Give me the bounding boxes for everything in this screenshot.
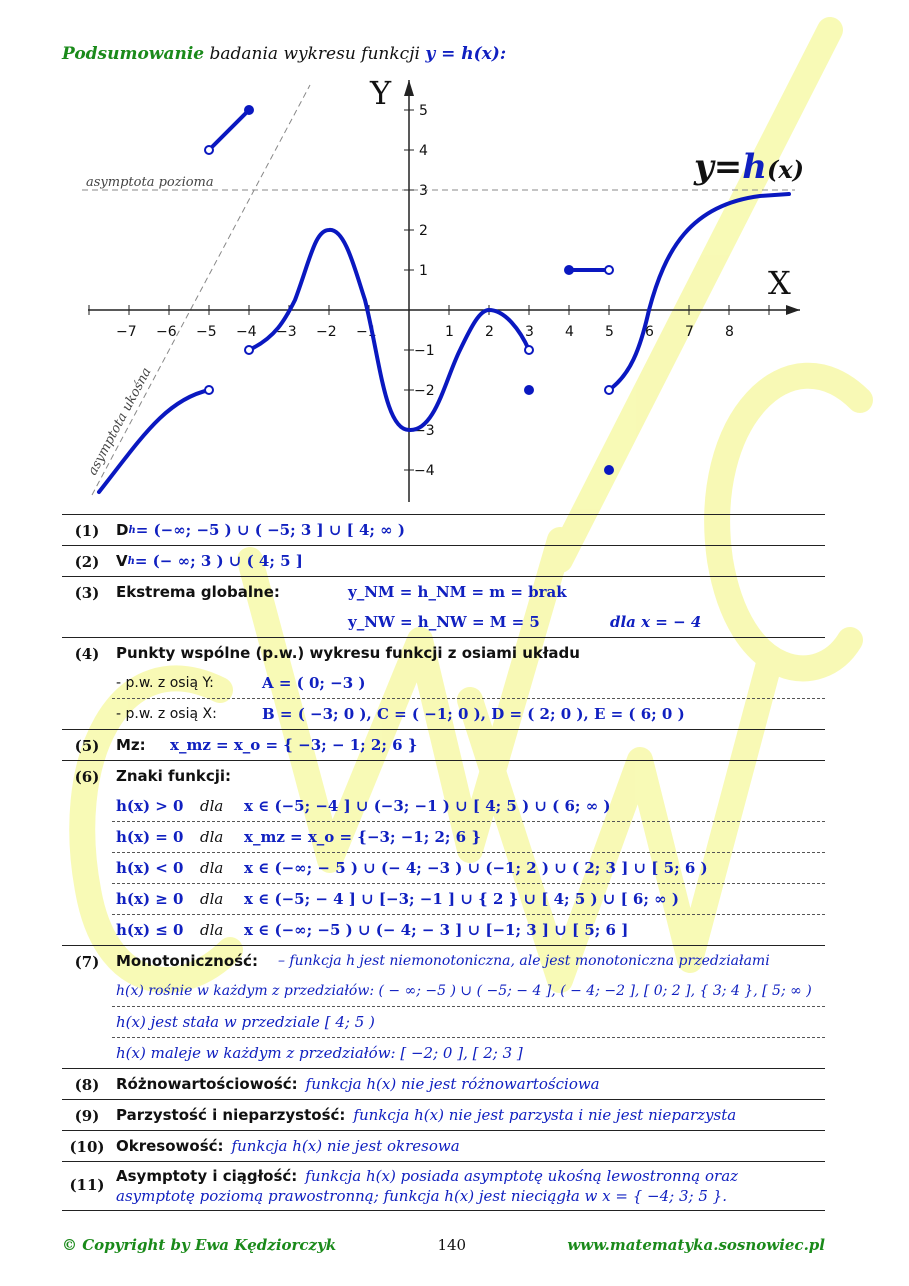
page-title: Podsumowanie badania wykresu funkcji y = h(x):	[62, 44, 507, 64]
website-link[interactable]: www.matematyka.sosnowiec.pl	[567, 1236, 825, 1254]
page-footer	[62, 1236, 825, 1254]
x-tick-label: −3	[276, 324, 297, 340]
table-row: (6) Znaki funkcji: h(x) > 0 dla x ∈ (−5; −4 ] ∪ (−3; −1 ) ∪ [ 4; 5 ) ∪ ( 6; ∞ ) h(x) = 0 dla x_mz = x_o = {−3; −1; 2; 6 } h(x) < 0 dla x ∈ (−∞; − 5 ) ∪ (− 4; −3 ) ∪ (−1; 2 ) ∪ ( 2; 3 ] ∪ [ 5; 6 ) h(x) ≥ 0 dla x ∈ (−5; − 4 ] ∪ [−3; −1 ] ∪ { 2 } ∪ [ 4; 5 ) ∪ [ 6; ∞ ) h(x) ≤ 0 dla x ∈ (−∞; −5 ) ∪ (− 4; − 3 ] ∪ [−1; 3 ] ∪ [ 5; 6 ]	[62, 760, 825, 945]
y-tick-label: −3	[414, 423, 435, 439]
open-point	[525, 346, 533, 354]
table-row: (5) Mz: x_mz = x_o = { −3; − 1; 2; 6 }	[62, 729, 825, 760]
closed-point	[605, 466, 613, 474]
x-axis-label: X	[768, 264, 791, 302]
y-tick-label: 2	[419, 223, 428, 239]
closed-point	[565, 266, 573, 274]
x-axis-arrow	[786, 305, 800, 315]
open-point	[605, 266, 613, 274]
x-tick-label: 8	[725, 324, 734, 340]
closed-point	[245, 106, 253, 114]
x-tick-label: −4	[236, 324, 257, 340]
function-graph	[0, 0, 909, 514]
copyright: © Copyright by Ewa Kędziorczyk	[62, 1236, 337, 1254]
table-row: (4) Punkty wspólne (p.w.) wykresu funkcji z osiami układu - p.w. z osią Y: A = ( 0; −3 ) - p.w. z osią X: B = ( −3; 0 ), C = ( −1; 0 ), D = ( 2; 0 ), E = ( 6; 0 )	[62, 637, 825, 729]
x-tick-label: −7	[116, 324, 137, 340]
x-tick-label: −6	[156, 324, 177, 340]
x-tick-label: 7	[685, 324, 694, 340]
summary-table	[62, 514, 825, 1211]
x-tick-label: 4	[565, 324, 574, 340]
table-row: (7) Monotoniczność: – funkcja h jest niemonotoniczna, ale jest monotoniczna przedziałami h(x) rośnie w każdym z przedziałów: ( − ∞; −5 ) ∪ ( −5; − 4 ], ( − 4; −2 ], [ 0; 2 ], { 3; 4 }, [ 5; ∞ ) h(x) jest stała w przedziale [ 4; 5 ) h(x) maleje w każdym z przedziałów: [ −2; 0 ], [ 2; 3 ]	[62, 945, 825, 1068]
asymptote-oblique-label: asymptota ukośna	[85, 365, 155, 478]
y-tick-label: −2	[414, 383, 435, 399]
table-row: (2) V h = (− ∞; 3 ) ∪ ( 4; 5 ]	[62, 545, 825, 576]
y-axis-arrow	[404, 80, 414, 96]
function-name: y = h(x):	[425, 44, 507, 64]
table-row: (11) Asymptoty i ciągłość: funkcja h(x) posiada asymptotę ukośną lewostronną oraz asymptotę poziomą prawostronną; funkcja h(x) jest nieciągła w x = { −4; 3; 5 }.	[62, 1161, 825, 1211]
table-row: (9) Parzystość i nieparzystość: funkcja h(x) nie jest parzysta i nie jest nieparzysta	[62, 1099, 825, 1130]
open-point	[205, 386, 213, 394]
y-tick-label: −1	[414, 343, 435, 359]
table-row: (10) Okresowość: funkcja h(x) nie jest okresowa	[62, 1130, 825, 1161]
y-tick-label: 4	[419, 143, 428, 159]
x-tick-label: 3	[525, 324, 534, 340]
x-tick-label: 6	[645, 324, 654, 340]
x-tick-label: 5	[605, 324, 614, 340]
y-axis-label: Y	[370, 74, 392, 112]
x-tick-label: 1	[445, 324, 454, 340]
x-tick-label: 2	[485, 324, 494, 340]
function-label: y=h(x)	[694, 147, 805, 187]
curve-right-branch	[609, 194, 789, 390]
table-row: (8) Różnowartościowość: funkcja h(x) nie jest różnowartościowa	[62, 1068, 825, 1099]
open-point	[205, 146, 213, 154]
closed-point	[525, 386, 533, 394]
y-tick-label: 1	[419, 263, 428, 279]
x-tick-label: −5	[196, 324, 217, 340]
x-tick-label: −1	[356, 324, 377, 340]
y-tick-label: −4	[414, 463, 435, 479]
asymptote-horizontal-label: asymptota pozioma	[86, 175, 214, 190]
open-point	[605, 386, 613, 394]
table-row: (1) D h = (−∞; −5 ) ∪ ( −5; 3 ] ∪ [ 4; ∞ )	[62, 514, 825, 545]
open-point	[245, 346, 253, 354]
y-tick-label: 3	[419, 183, 428, 199]
y-tick-label: 5	[419, 103, 428, 119]
curve-segment-upper	[209, 110, 249, 150]
oblique-asymptote-line	[92, 85, 310, 495]
table-row: (3) Ekstrema globalne: y_NM = h_NM = m = brak y_NW = h_NW = M = 5 dla x = − 4	[62, 576, 825, 637]
page-number: 140	[437, 1236, 467, 1254]
x-tick-label: −2	[316, 324, 337, 340]
